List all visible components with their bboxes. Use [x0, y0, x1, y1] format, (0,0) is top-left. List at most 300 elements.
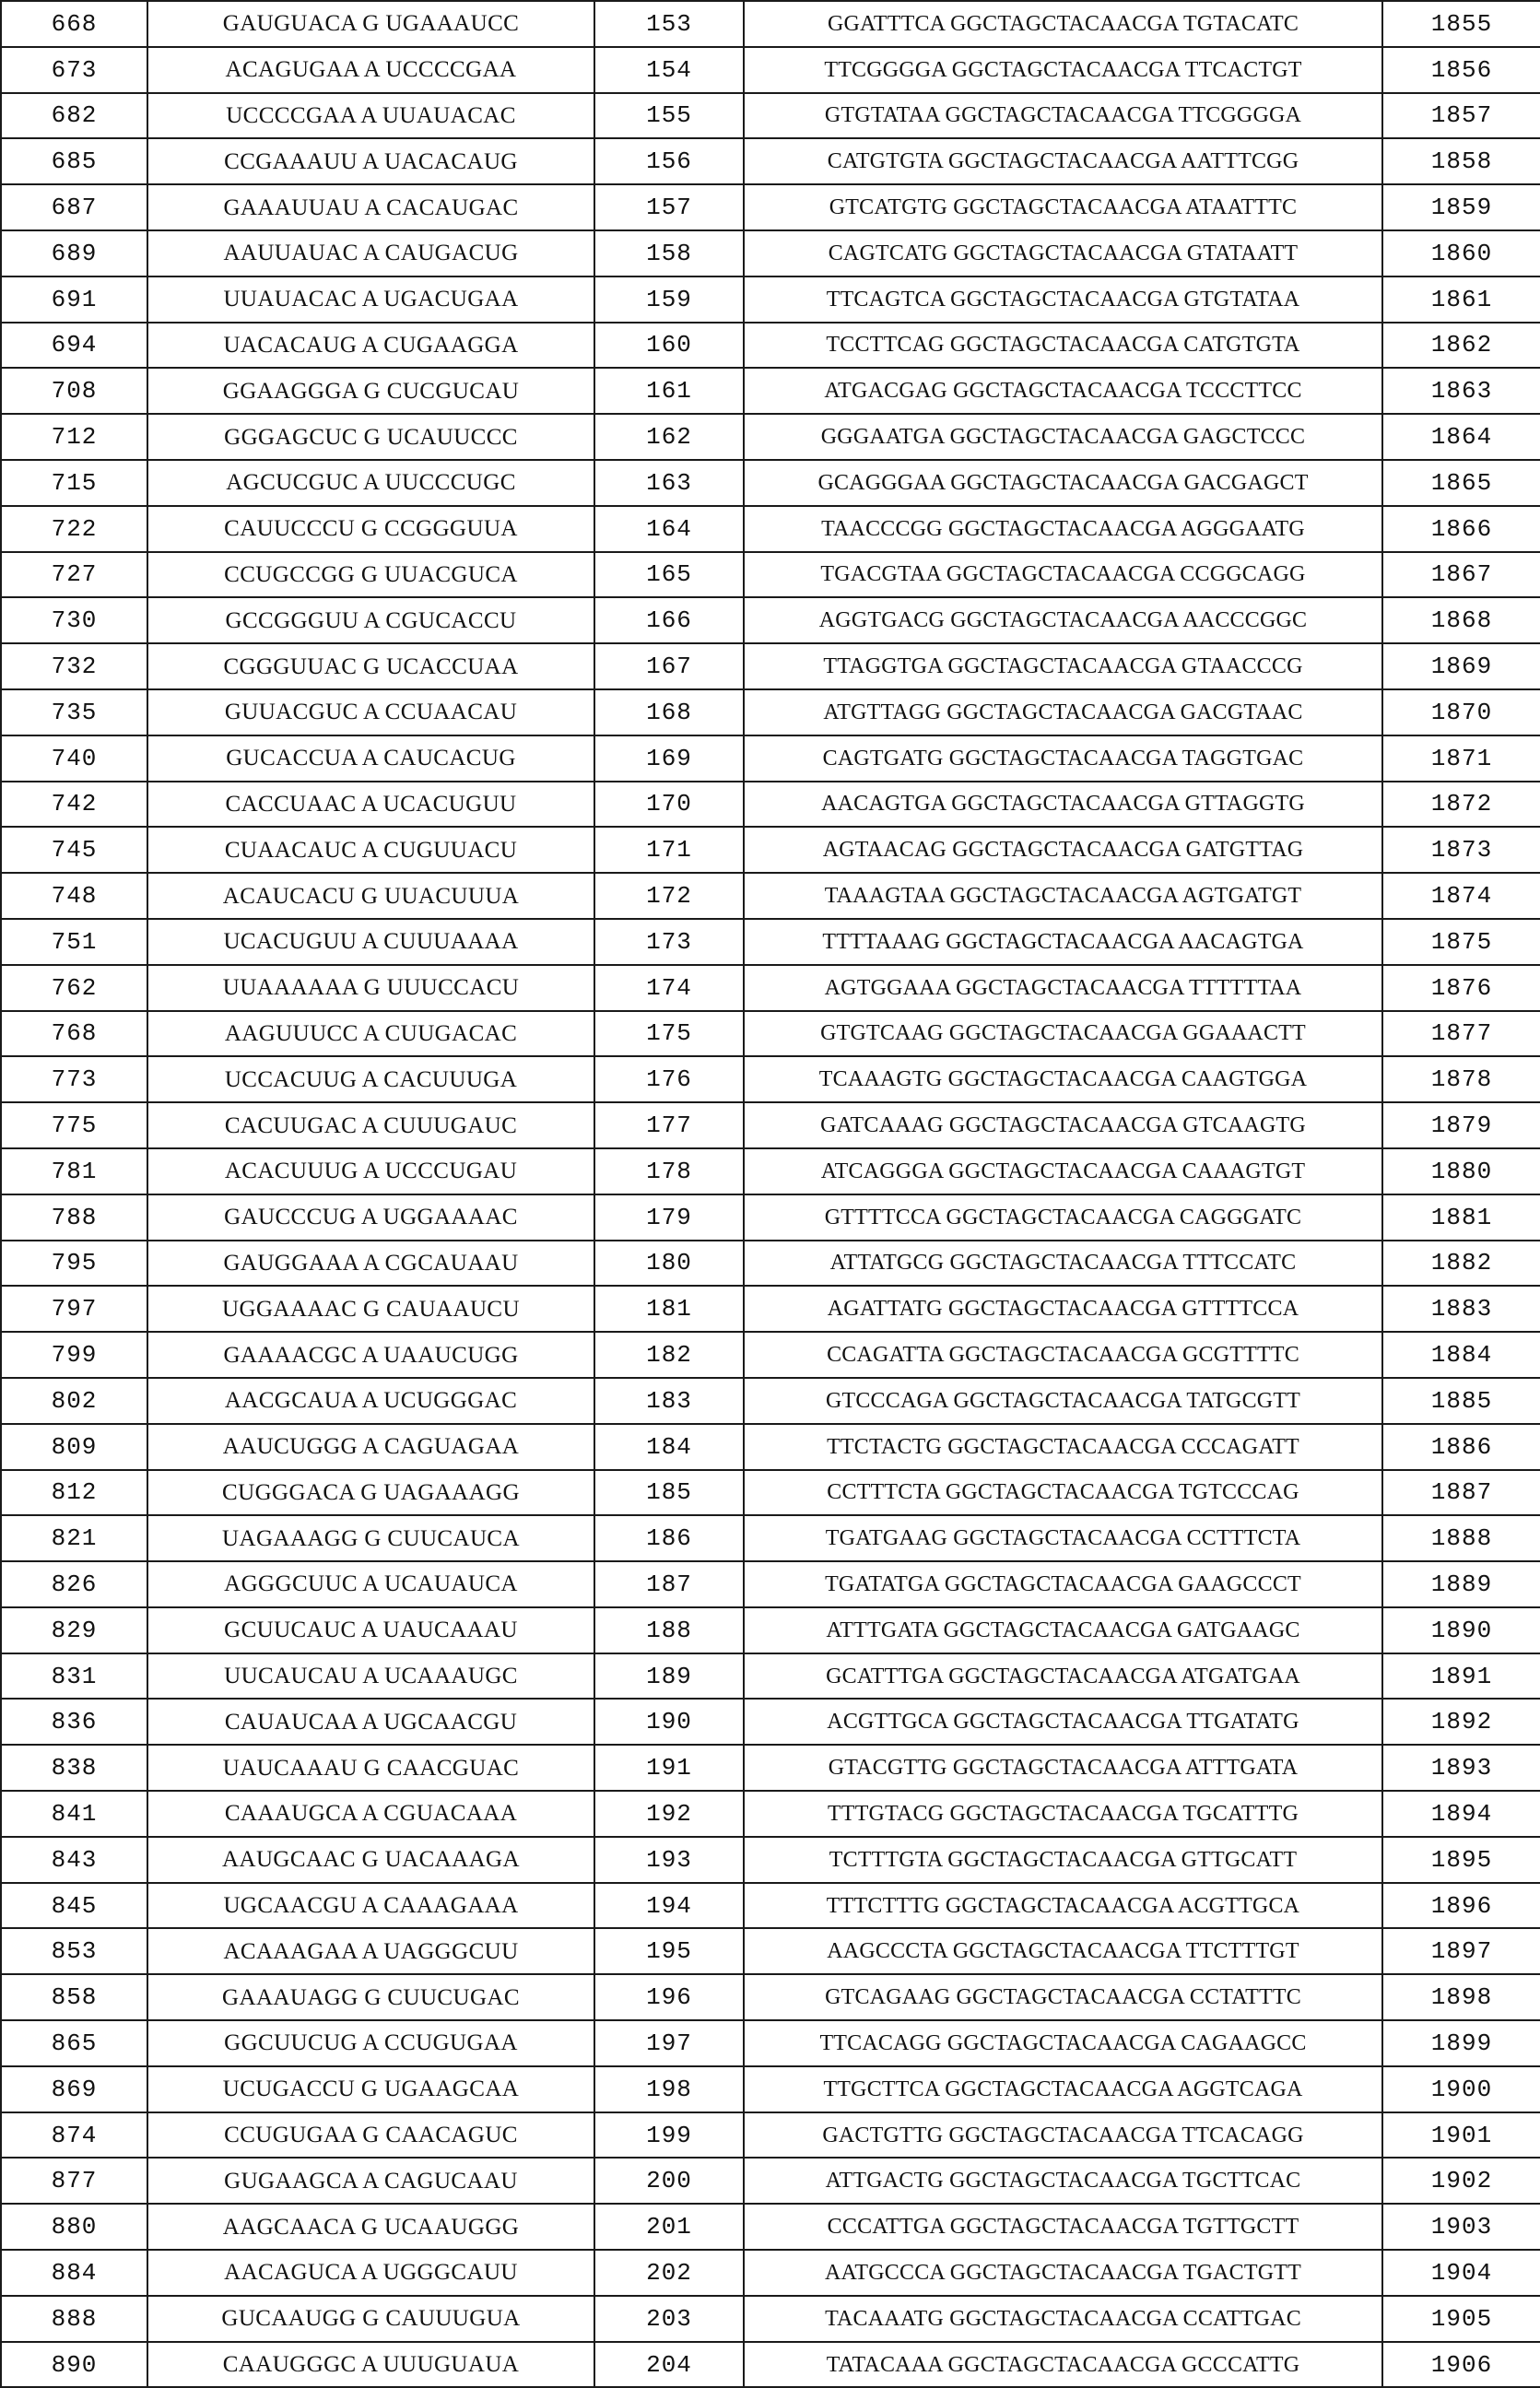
- position-cell: 775: [1, 1102, 147, 1148]
- substrate-cell: CCUGCCGG G UUACGUCA: [147, 552, 594, 598]
- position-cell: 773: [1, 1056, 147, 1102]
- position-cell: 841: [1, 1791, 147, 1837]
- enzyme-cell: GTCATGTG GGCTAGCTACAACGA ATAATTTC: [744, 184, 1382, 230]
- enzyme-cell: GACTGTTG GGCTAGCTACAACGA TTCACAGG: [744, 2112, 1382, 2159]
- table-row: [1, 1974, 1540, 2020]
- enzyme-seqid-cell: 1875: [1382, 919, 1540, 965]
- position-cell: 689: [1, 230, 147, 276]
- substrate-cell: AGGGCUUC A UCAUAUCA: [147, 1561, 594, 1607]
- position-cell: 730: [1, 597, 147, 643]
- enzyme-cell: AACAGTGA GGCTAGCTACAACGA GTTAGGTG: [744, 782, 1382, 828]
- table-row: [1, 827, 1540, 873]
- enzyme-seqid-cell: 1862: [1382, 323, 1540, 369]
- table-row: [1, 1883, 1540, 1929]
- enzyme-cell: ATTGACTG GGCTAGCTACAACGA TGCTTCAC: [744, 2158, 1382, 2204]
- enzyme-seqid-cell: 1869: [1382, 643, 1540, 689]
- enzyme-seqid-cell: 1899: [1382, 2020, 1540, 2066]
- enzyme-seqid-cell: 1863: [1382, 368, 1540, 414]
- table-row: [1, 965, 1540, 1011]
- substrate-cell: ACAGUGAA A UCCCCGAA: [147, 47, 594, 93]
- enzyme-seqid-cell: 1860: [1382, 230, 1540, 276]
- table-row: [1, 2204, 1540, 2250]
- position-cell: 888: [1, 2296, 147, 2342]
- substrate-cell: AGCUCGUC A UUCCCUGC: [147, 460, 594, 506]
- substrate-seqid-cell: 155: [594, 93, 744, 139]
- position-cell: 708: [1, 368, 147, 414]
- table-row: [1, 689, 1540, 735]
- substrate-cell: AAGUUUCC A CUUGACAC: [147, 1011, 594, 1057]
- enzyme-cell: AGTGGAAA GGCTAGCTACAACGA TTTTTTAA: [744, 965, 1382, 1011]
- enzyme-cell: TTCAGTCA GGCTAGCTACAACGA GTGTATAA: [744, 276, 1382, 323]
- substrate-cell: GCCGGGUU A CGUCACCU: [147, 597, 594, 643]
- enzyme-cell: ATTTGATA GGCTAGCTACAACGA GATGAAGC: [744, 1607, 1382, 1653]
- enzyme-cell: GCATTTGA GGCTAGCTACAACGA ATGATGAA: [744, 1653, 1382, 1700]
- substrate-cell: GUGAAGCA A CAGUCAAU: [147, 2158, 594, 2204]
- substrate-seqid-cell: 175: [594, 1011, 744, 1057]
- position-cell: 797: [1, 1286, 147, 1332]
- enzyme-cell: CAGTCATG GGCTAGCTACAACGA GTATAATT: [744, 230, 1382, 276]
- table-row: [1, 276, 1540, 323]
- enzyme-seqid-cell: 1864: [1382, 414, 1540, 460]
- enzyme-seqid-cell: 1897: [1382, 1928, 1540, 1974]
- table-row: [1, 47, 1540, 93]
- substrate-cell: CCGAAAUU A UACACAUG: [147, 138, 594, 184]
- position-cell: 845: [1, 1883, 147, 1929]
- substrate-seqid-cell: 168: [594, 689, 744, 735]
- table-row: [1, 1837, 1540, 1883]
- substrate-seqid-cell: 185: [594, 1470, 744, 1516]
- substrate-cell: GUCACCUA A CAUCACUG: [147, 735, 594, 782]
- table-row: [1, 1286, 1540, 1332]
- table-row: [1, 230, 1540, 276]
- enzyme-seqid-cell: 1887: [1382, 1470, 1540, 1516]
- position-cell: 880: [1, 2204, 147, 2250]
- substrate-seqid-cell: 196: [594, 1974, 744, 2020]
- table-row: [1, 1653, 1540, 1700]
- position-cell: 831: [1, 1653, 147, 1700]
- enzyme-cell: TTTGTACG GGCTAGCTACAACGA TGCATTTG: [744, 1791, 1382, 1837]
- enzyme-cell: ACGTTGCA GGCTAGCTACAACGA TTGATATG: [744, 1699, 1382, 1745]
- substrate-seqid-cell: 190: [594, 1699, 744, 1745]
- enzyme-seqid-cell: 1861: [1382, 276, 1540, 323]
- position-cell: 735: [1, 689, 147, 735]
- enzyme-cell: TCCTTCAG GGCTAGCTACAACGA CATGTGTA: [744, 323, 1382, 369]
- enzyme-seqid-cell: 1870: [1382, 689, 1540, 735]
- substrate-cell: CACCUAAC A UCACUGUU: [147, 782, 594, 828]
- position-cell: 788: [1, 1194, 147, 1241]
- enzyme-cell: GTACGTTG GGCTAGCTACAACGA ATTTGATA: [744, 1745, 1382, 1791]
- substrate-cell: GGAAGGGA G CUCGUCAU: [147, 368, 594, 414]
- substrate-seqid-cell: 154: [594, 47, 744, 93]
- substrate-cell: ACAUCACU G UUACUUUA: [147, 873, 594, 919]
- position-cell: 795: [1, 1241, 147, 1287]
- position-cell: 745: [1, 827, 147, 873]
- substrate-cell: UUAAAAAA G UUUCCACU: [147, 965, 594, 1011]
- position-cell: 838: [1, 1745, 147, 1791]
- enzyme-seqid-cell: 1892: [1382, 1699, 1540, 1745]
- enzyme-seqid-cell: 1866: [1382, 506, 1540, 552]
- position-cell: 890: [1, 2342, 147, 2388]
- table-row: [1, 93, 1540, 139]
- enzyme-seqid-cell: 1876: [1382, 965, 1540, 1011]
- enzyme-seqid-cell: 1868: [1382, 597, 1540, 643]
- enzyme-seqid-cell: 1900: [1382, 2066, 1540, 2112]
- enzyme-cell: TGACGTAA GGCTAGCTACAACGA CCGGCAGG: [744, 552, 1382, 598]
- substrate-seqid-cell: 156: [594, 138, 744, 184]
- substrate-cell: UAGAAAGG G CUUCAUCA: [147, 1515, 594, 1561]
- position-cell: 836: [1, 1699, 147, 1745]
- substrate-seqid-cell: 171: [594, 827, 744, 873]
- substrate-seqid-cell: 183: [594, 1378, 744, 1424]
- enzyme-cell: GTCCCAGA GGCTAGCTACAACGA TATGCGTT: [744, 1378, 1382, 1424]
- enzyme-cell: GGGAATGA GGCTAGCTACAACGA GAGCTCCC: [744, 414, 1382, 460]
- enzyme-seqid-cell: 1904: [1382, 2250, 1540, 2296]
- table-row: [1, 1561, 1540, 1607]
- table-row: [1, 1056, 1540, 1102]
- substrate-cell: GCUUCAUC A UAUCAAAU: [147, 1607, 594, 1653]
- substrate-seqid-cell: 164: [594, 506, 744, 552]
- enzyme-cell: AGATTATG GGCTAGCTACAACGA GTTTTCCA: [744, 1286, 1382, 1332]
- substrate-cell: UCCACUUG A CACUUUGA: [147, 1056, 594, 1102]
- table-row: [1, 460, 1540, 506]
- substrate-cell: AACAGUCA A UGGGCAUU: [147, 2250, 594, 2296]
- substrate-seqid-cell: 191: [594, 1745, 744, 1791]
- enzyme-cell: TGATGAAG GGCTAGCTACAACGA CCTTTCTA: [744, 1515, 1382, 1561]
- substrate-cell: UAUCAAAU G CAACGUAC: [147, 1745, 594, 1791]
- table-row: [1, 1194, 1540, 1241]
- substrate-cell: CUAACAUC A CUGUUACU: [147, 827, 594, 873]
- substrate-seqid-cell: 167: [594, 643, 744, 689]
- table-row: [1, 506, 1540, 552]
- enzyme-seqid-cell: 1871: [1382, 735, 1540, 782]
- substrate-seqid-cell: 201: [594, 2204, 744, 2250]
- table-row: [1, 782, 1540, 828]
- position-cell: 762: [1, 965, 147, 1011]
- substrate-seqid-cell: 165: [594, 552, 744, 598]
- substrate-seqid-cell: 202: [594, 2250, 744, 2296]
- substrate-seqid-cell: 204: [594, 2342, 744, 2388]
- table-row: [1, 414, 1540, 460]
- table-row: [1, 138, 1540, 184]
- table-row: [1, 873, 1540, 919]
- enzyme-cell: GGATTTCA GGCTAGCTACAACGA TGTACATC: [744, 1, 1382, 47]
- table-row: [1, 643, 1540, 689]
- substrate-cell: UACACAUG A CUGAAGGA: [147, 323, 594, 369]
- enzyme-cell: CAGTGATG GGCTAGCTACAACGA TAGGTGAC: [744, 735, 1382, 782]
- enzyme-seqid-cell: 1856: [1382, 47, 1540, 93]
- enzyme-seqid-cell: 1884: [1382, 1332, 1540, 1378]
- enzyme-cell: GATCAAAG GGCTAGCTACAACGA GTCAAGTG: [744, 1102, 1382, 1148]
- position-cell: 865: [1, 2020, 147, 2066]
- enzyme-seqid-cell: 1859: [1382, 184, 1540, 230]
- substrate-cell: UCACUGUU A CUUUAAAA: [147, 919, 594, 965]
- table-row: [1, 597, 1540, 643]
- substrate-cell: AAUUAUAC A CAUGACUG: [147, 230, 594, 276]
- position-cell: 722: [1, 506, 147, 552]
- position-cell: 843: [1, 1837, 147, 1883]
- table-row: [1, 1148, 1540, 1194]
- enzyme-seqid-cell: 1898: [1382, 1974, 1540, 2020]
- substrate-seqid-cell: 184: [594, 1424, 744, 1470]
- position-cell: 802: [1, 1378, 147, 1424]
- position-cell: 682: [1, 93, 147, 139]
- enzyme-cell: TTGCTTCA GGCTAGCTACAACGA AGGTCAGA: [744, 2066, 1382, 2112]
- substrate-seqid-cell: 177: [594, 1102, 744, 1148]
- enzyme-cell: GTCAGAAG GGCTAGCTACAACGA CCTATTTC: [744, 1974, 1382, 2020]
- enzyme-cell: ATTATGCG GGCTAGCTACAACGA TTTCCATC: [744, 1241, 1382, 1287]
- substrate-seqid-cell: 179: [594, 1194, 744, 1241]
- table-row: [1, 2158, 1540, 2204]
- position-cell: 748: [1, 873, 147, 919]
- enzyme-cell: AAGCCCTA GGCTAGCTACAACGA TTCTTTGT: [744, 1928, 1382, 1974]
- enzyme-seqid-cell: 1865: [1382, 460, 1540, 506]
- position-cell: 853: [1, 1928, 147, 1974]
- substrate-cell: GGGAGCUC G UCAUUCCC: [147, 414, 594, 460]
- enzyme-seqid-cell: 1903: [1382, 2204, 1540, 2250]
- substrate-seqid-cell: 182: [594, 1332, 744, 1378]
- substrate-cell: GGCUUCUG A CCUGUGAA: [147, 2020, 594, 2066]
- substrate-cell: AACGCAUA A UCUGGGAC: [147, 1378, 594, 1424]
- substrate-seqid-cell: 174: [594, 965, 744, 1011]
- enzyme-seqid-cell: 1890: [1382, 1607, 1540, 1653]
- substrate-cell: UUCAUCAU A UCAAAUGC: [147, 1653, 594, 1700]
- enzyme-seqid-cell: 1883: [1382, 1286, 1540, 1332]
- position-cell: 781: [1, 1148, 147, 1194]
- substrate-cell: GUUACGUC A CCUAACAU: [147, 689, 594, 735]
- position-cell: 687: [1, 184, 147, 230]
- position-cell: 712: [1, 414, 147, 460]
- substrate-cell: GUCAAUGG G CAUUUGUA: [147, 2296, 594, 2342]
- table-row: [1, 2342, 1540, 2388]
- position-cell: 694: [1, 323, 147, 369]
- substrate-cell: CCUGUGAA G CAACAGUC: [147, 2112, 594, 2159]
- substrate-cell: UCCCCGAA A UUAUACAC: [147, 93, 594, 139]
- enzyme-cell: AGGTGACG GGCTAGCTACAACGA AACCCGGC: [744, 597, 1382, 643]
- substrate-cell: UGGAAAAC G CAUAAUCU: [147, 1286, 594, 1332]
- enzyme-seqid-cell: 1858: [1382, 138, 1540, 184]
- enzyme-cell: TAAAGTAA GGCTAGCTACAACGA AGTGATGT: [744, 873, 1382, 919]
- substrate-seqid-cell: 186: [594, 1515, 744, 1561]
- position-cell: 740: [1, 735, 147, 782]
- enzyme-cell: ATGTTAGG GGCTAGCTACAACGA GACGTAAC: [744, 689, 1382, 735]
- enzyme-seqid-cell: 1905: [1382, 2296, 1540, 2342]
- enzyme-cell: ATGACGAG GGCTAGCTACAACGA TCCCTTCC: [744, 368, 1382, 414]
- substrate-seqid-cell: 200: [594, 2158, 744, 2204]
- enzyme-cell: TTCACAGG GGCTAGCTACAACGA CAGAAGCC: [744, 2020, 1382, 2066]
- enzyme-seqid-cell: 1901: [1382, 2112, 1540, 2159]
- substrate-seqid-cell: 170: [594, 782, 744, 828]
- table-row: [1, 1424, 1540, 1470]
- position-cell: 799: [1, 1332, 147, 1378]
- enzyme-cell: AATGCCCA GGCTAGCTACAACGA TGACTGTT: [744, 2250, 1382, 2296]
- enzyme-cell: TATACAAA GGCTAGCTACAACGA GCCCATTG: [744, 2342, 1382, 2388]
- substrate-seqid-cell: 158: [594, 230, 744, 276]
- substrate-cell: CUGGGACA G UAGAAAGG: [147, 1470, 594, 1516]
- position-cell: 742: [1, 782, 147, 828]
- substrate-cell: CACUUGAC A CUUUGAUC: [147, 1102, 594, 1148]
- table-row: [1, 323, 1540, 369]
- substrate-seqid-cell: 180: [594, 1241, 744, 1287]
- enzyme-seqid-cell: 1867: [1382, 552, 1540, 598]
- substrate-cell: CAAAUGCA A CGUACAAA: [147, 1791, 594, 1837]
- table-row: [1, 2250, 1540, 2296]
- substrate-seqid-cell: 162: [594, 414, 744, 460]
- substrate-seqid-cell: 181: [594, 1286, 744, 1332]
- enzyme-seqid-cell: 1874: [1382, 873, 1540, 919]
- enzyme-cell: TTCGGGGA GGCTAGCTACAACGA TTCACTGT: [744, 47, 1382, 93]
- position-cell: 829: [1, 1607, 147, 1653]
- position-cell: 685: [1, 138, 147, 184]
- position-cell: 715: [1, 460, 147, 506]
- position-cell: 826: [1, 1561, 147, 1607]
- substrate-cell: UCUGACCU G UGAAGCAA: [147, 2066, 594, 2112]
- enzyme-seqid-cell: 1906: [1382, 2342, 1540, 2388]
- position-cell: 751: [1, 919, 147, 965]
- enzyme-cell: CCTTTCTA GGCTAGCTACAACGA TGTCCCAG: [744, 1470, 1382, 1516]
- position-cell: 727: [1, 552, 147, 598]
- table-row: [1, 1102, 1540, 1148]
- substrate-seqid-cell: 192: [594, 1791, 744, 1837]
- substrate-seqid-cell: 172: [594, 873, 744, 919]
- enzyme-cell: TTTTAAAG GGCTAGCTACAACGA AACAGTGA: [744, 919, 1382, 965]
- substrate-seqid-cell: 194: [594, 1883, 744, 1929]
- substrate-cell: CAUAUCAA A UGCAACGU: [147, 1699, 594, 1745]
- table-row: [1, 552, 1540, 598]
- enzyme-seqid-cell: 1855: [1382, 1, 1540, 47]
- enzyme-cell: GTGTATAA GGCTAGCTACAACGA TTCGGGGA: [744, 93, 1382, 139]
- enzyme-seqid-cell: 1873: [1382, 827, 1540, 873]
- sequence-table-body: [1, 1, 1540, 2387]
- substrate-seqid-cell: 188: [594, 1607, 744, 1653]
- substrate-seqid-cell: 153: [594, 1, 744, 47]
- substrate-cell: CGGGUUAC G UCACCUAA: [147, 643, 594, 689]
- substrate-cell: GAUGGAAA A CGCAUAAU: [147, 1241, 594, 1287]
- table-row: [1, 1378, 1540, 1424]
- enzyme-cell: TTAGGTGA GGCTAGCTACAACGA GTAACCCG: [744, 643, 1382, 689]
- table-row: [1, 184, 1540, 230]
- enzyme-cell: TGATATGA GGCTAGCTACAACGA GAAGCCCT: [744, 1561, 1382, 1607]
- substrate-seqid-cell: 193: [594, 1837, 744, 1883]
- enzyme-seqid-cell: 1879: [1382, 1102, 1540, 1148]
- enzyme-seqid-cell: 1893: [1382, 1745, 1540, 1791]
- enzyme-cell: CCCATTGA GGCTAGCTACAACGA TGTTGCTT: [744, 2204, 1382, 2250]
- enzyme-seqid-cell: 1877: [1382, 1011, 1540, 1057]
- enzyme-cell: GTGTCAAG GGCTAGCTACAACGA GGAAACTT: [744, 1011, 1382, 1057]
- enzyme-cell: TTTCTTTG GGCTAGCTACAACGA ACGTTGCA: [744, 1883, 1382, 1929]
- substrate-seqid-cell: 199: [594, 2112, 744, 2159]
- enzyme-seqid-cell: 1891: [1382, 1653, 1540, 1700]
- substrate-cell: GAAAUAGG G CUUCUGAC: [147, 1974, 594, 2020]
- substrate-seqid-cell: 187: [594, 1561, 744, 1607]
- table-row: [1, 2066, 1540, 2112]
- substrate-seqid-cell: 195: [594, 1928, 744, 1974]
- table-row: [1, 1791, 1540, 1837]
- enzyme-seqid-cell: 1878: [1382, 1056, 1540, 1102]
- substrate-seqid-cell: 198: [594, 2066, 744, 2112]
- table-row: [1, 1699, 1540, 1745]
- substrate-seqid-cell: 163: [594, 460, 744, 506]
- position-cell: 673: [1, 47, 147, 93]
- substrate-cell: GAAAUUAU A CACAUGAC: [147, 184, 594, 230]
- enzyme-seqid-cell: 1894: [1382, 1791, 1540, 1837]
- table-row: [1, 1011, 1540, 1057]
- enzyme-cell: TTCTACTG GGCTAGCTACAACGA CCCAGATT: [744, 1424, 1382, 1470]
- enzyme-seqid-cell: 1896: [1382, 1883, 1540, 1929]
- substrate-cell: ACACUUUG A UCCCUGAU: [147, 1148, 594, 1194]
- table-row: [1, 1928, 1540, 1974]
- table-row: [1, 2112, 1540, 2159]
- table-row: [1, 1241, 1540, 1287]
- substrate-seqid-cell: 203: [594, 2296, 744, 2342]
- enzyme-seqid-cell: 1872: [1382, 782, 1540, 828]
- enzyme-seqid-cell: 1889: [1382, 1561, 1540, 1607]
- enzyme-seqid-cell: 1885: [1382, 1378, 1540, 1424]
- table-row: [1, 1607, 1540, 1653]
- position-cell: 884: [1, 2250, 147, 2296]
- enzyme-seqid-cell: 1880: [1382, 1148, 1540, 1194]
- table-row: [1, 2296, 1540, 2342]
- substrate-seqid-cell: 157: [594, 184, 744, 230]
- substrate-cell: AAUCUGGG A CAGUAGAA: [147, 1424, 594, 1470]
- table-row: [1, 1470, 1540, 1516]
- enzyme-cell: TAACCCGG GGCTAGCTACAACGA AGGGAATG: [744, 506, 1382, 552]
- table-row: [1, 368, 1540, 414]
- substrate-seqid-cell: 173: [594, 919, 744, 965]
- enzyme-seqid-cell: 1881: [1382, 1194, 1540, 1241]
- substrate-seqid-cell: 159: [594, 276, 744, 323]
- substrate-seqid-cell: 176: [594, 1056, 744, 1102]
- substrate-seqid-cell: 161: [594, 368, 744, 414]
- enzyme-cell: CATGTGTA GGCTAGCTACAACGA AATTTCGG: [744, 138, 1382, 184]
- table-row: [1, 1745, 1540, 1791]
- substrate-seqid-cell: 178: [594, 1148, 744, 1194]
- position-cell: 874: [1, 2112, 147, 2159]
- substrate-seqid-cell: 166: [594, 597, 744, 643]
- table-row: [1, 1, 1540, 47]
- substrate-cell: GAUGUACA G UGAAAUCC: [147, 1, 594, 47]
- table-row: [1, 735, 1540, 782]
- substrate-cell: AAUGCAAC G UACAAAGA: [147, 1837, 594, 1883]
- enzyme-seqid-cell: 1886: [1382, 1424, 1540, 1470]
- position-cell: 812: [1, 1470, 147, 1516]
- position-cell: 809: [1, 1424, 147, 1470]
- substrate-cell: ACAAAGAA A UAGGGCUU: [147, 1928, 594, 1974]
- table-row: [1, 1515, 1540, 1561]
- enzyme-cell: AGTAACAG GGCTAGCTACAACGA GATGTTAG: [744, 827, 1382, 873]
- substrate-seqid-cell: 160: [594, 323, 744, 369]
- enzyme-cell: TACAAATG GGCTAGCTACAACGA CCATTGAC: [744, 2296, 1382, 2342]
- substrate-cell: AAGCAACA G UCAAUGGG: [147, 2204, 594, 2250]
- enzyme-cell: ATCAGGGA GGCTAGCTACAACGA CAAAGTGT: [744, 1148, 1382, 1194]
- substrate-cell: CAAUGGGC A UUUGUAUA: [147, 2342, 594, 2388]
- position-cell: 869: [1, 2066, 147, 2112]
- substrate-cell: CAUUCCCU G CCGGGUUA: [147, 506, 594, 552]
- position-cell: 858: [1, 1974, 147, 2020]
- enzyme-cell: GCAGGGAA GGCTAGCTACAACGA GACGAGCT: [744, 460, 1382, 506]
- table-row: [1, 1332, 1540, 1378]
- substrate-cell: UUAUACAC A UGACUGAA: [147, 276, 594, 323]
- position-cell: 821: [1, 1515, 147, 1561]
- substrate-seqid-cell: 169: [594, 735, 744, 782]
- enzyme-cell: TCTTTGTA GGCTAGCTACAACGA GTTGCATT: [744, 1837, 1382, 1883]
- enzyme-seqid-cell: 1888: [1382, 1515, 1540, 1561]
- position-cell: 877: [1, 2158, 147, 2204]
- enzyme-cell: GTTTTCCA GGCTAGCTACAACGA CAGGGATC: [744, 1194, 1382, 1241]
- position-cell: 732: [1, 643, 147, 689]
- table-row: [1, 919, 1540, 965]
- position-cell: 768: [1, 1011, 147, 1057]
- substrate-cell: GAUCCCUG A UGGAAAAC: [147, 1194, 594, 1241]
